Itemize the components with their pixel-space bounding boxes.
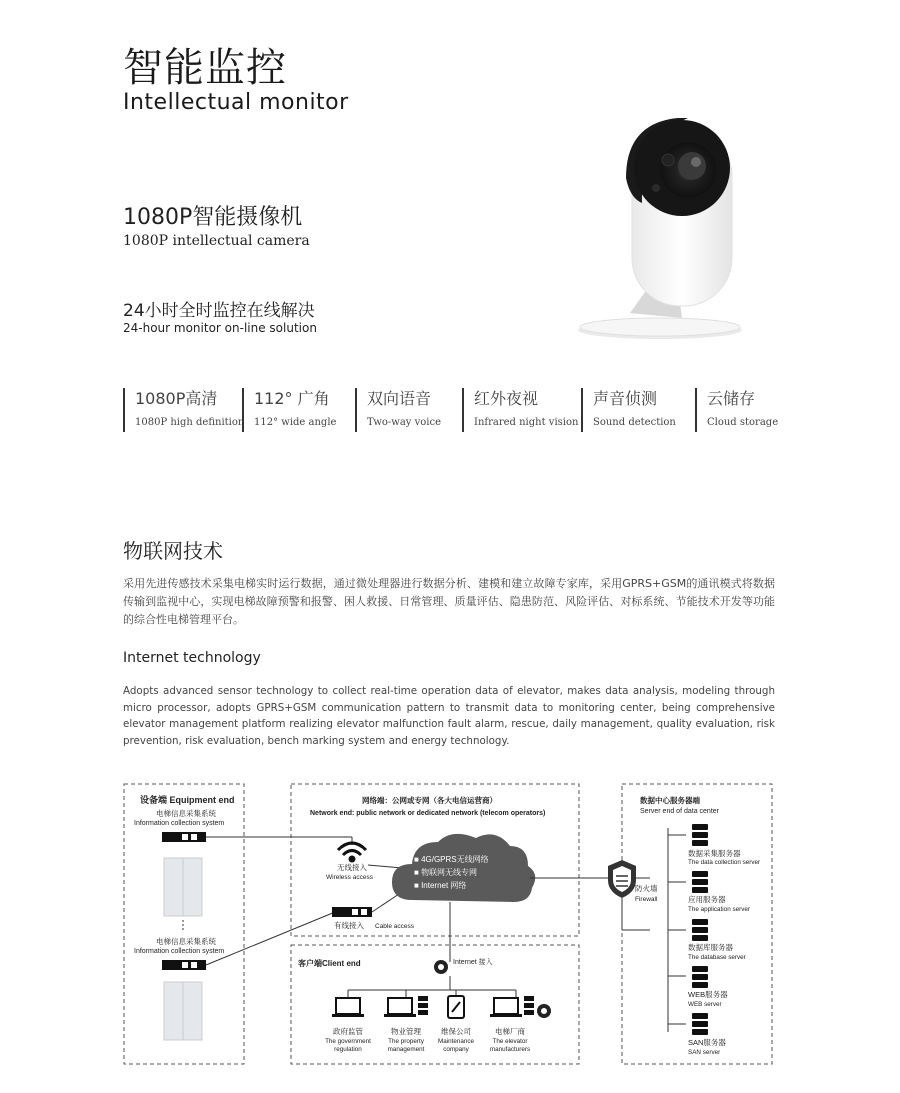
- laptop-icon: [490, 996, 551, 1018]
- server-label: SAN服务器: [688, 1038, 726, 1047]
- server-label: 应用服务器: [688, 895, 726, 904]
- cable-label-en: Cable access: [375, 923, 415, 930]
- svg-text:management: management: [387, 1046, 425, 1053]
- solution-title: 24小时全时监控在线解决: [123, 301, 315, 321]
- network-end-label: 网络端：公网或专网（各大电信运营商）: [362, 796, 497, 805]
- wifi-icon: [338, 843, 366, 861]
- svg-text:company: company: [443, 1046, 469, 1053]
- server-label-en: The database server: [688, 954, 746, 961]
- iot-description-en: Adopts advanced sensor technology to collect real-time operation data of elevator, makes data analysis, modeling through micro processor, adopts GPRS+GSM communication pattern to transmit data to monitoring center, being comprehensive elevator management platform realizing elevator malfunction fault alarm, rescue, daily management, quality evaluation, risk prevention, risk evaluation, bench marking system and energy technology.: [123, 685, 775, 747]
- feature-label-en: 1080P high definition: [135, 417, 245, 428]
- server-item: [668, 871, 750, 913]
- firewall-shield-icon: [608, 860, 636, 898]
- collect-sys-label-en: Information collection system: [134, 820, 225, 827]
- client-end-label: 客户端Client end: [298, 959, 361, 968]
- equipment-end-label: 设备端 Equipment end: [140, 795, 235, 805]
- svg-text:regulation: regulation: [334, 1046, 362, 1053]
- feature-item: [355, 388, 441, 432]
- feature-item: [581, 388, 676, 432]
- svg-text:政府监管: 政府监管: [333, 1027, 363, 1036]
- feature-label-en: Two-way voice: [367, 417, 442, 428]
- cloud-item: ■ 4G/GPRS无线网络: [414, 855, 489, 864]
- feature-label: 双向语音: [367, 389, 432, 408]
- wireless-label-en: Wireless access: [326, 874, 373, 881]
- svg-text:物业管理: 物业管理: [391, 1027, 421, 1036]
- server-icon: [692, 824, 708, 830]
- network-diagram: [120, 780, 780, 1070]
- feature-label-en: Infrared night vision: [474, 417, 579, 428]
- feature-item: [242, 388, 336, 432]
- server-label: 数据库服务器: [688, 943, 733, 952]
- server-icon: [692, 871, 708, 877]
- iot-title-en: Internet technology: [123, 650, 261, 666]
- feature-label: 红外夜视: [474, 389, 539, 408]
- svg-text:电梯厂商: 电梯厂商: [495, 1027, 525, 1036]
- client-item: [438, 1026, 475, 1053]
- server-icon: [692, 1013, 708, 1019]
- firewall-label-en: Firewall: [635, 896, 658, 903]
- camera-title: 1080P智能摄像机: [123, 205, 303, 230]
- client-item: [490, 1026, 530, 1053]
- svg-text:The government: The government: [325, 1038, 371, 1045]
- server-item: [668, 824, 760, 866]
- server-icon: [692, 919, 708, 925]
- server-label-en: SAN server: [688, 1049, 721, 1056]
- solution-title-en: 24-hour monitor on-line solution: [123, 321, 317, 335]
- collect-sys-label: 电梯信息采集系统: [156, 809, 216, 818]
- feature-label-en: 112° wide angle: [254, 417, 337, 428]
- firewall-label: 防火墙: [635, 884, 658, 893]
- feature-label: 云储存: [707, 389, 756, 408]
- svg-text:Maintenance: Maintenance: [437, 1038, 475, 1045]
- server-label-en: The application server: [688, 906, 750, 913]
- collect-sys-label-en: Information collection system: [134, 948, 225, 955]
- iot-title: 物联网技术: [123, 539, 223, 563]
- tablet-icon: [448, 996, 464, 1018]
- feature-item: [123, 388, 244, 432]
- network-end-label-en: Network end: public network or dedicated network (telecom operators): [310, 810, 546, 817]
- server-end-label-en: Server end of data center: [640, 808, 719, 815]
- feature-label-en: Cloud storage: [707, 417, 779, 428]
- iot-description: 采用先进传感技术采集电梯实时运行数据，通过微处理器进行数据分析、建模和建立故障专家库，采用GPRS+GSM的通讯模式将数据传输到监视中心，实现电梯故障预警和报警、困人救援、日常管理、质量评估、隐患防范、风险评估、对标系统、节能技术开发等功能的综合性电梯管理平台。: [123, 577, 775, 626]
- server-item: [668, 966, 728, 1008]
- feature-label: 声音侦测: [593, 389, 658, 408]
- cloud-item: ■ 物联网无线专网: [414, 868, 478, 877]
- page-title-en: Intellectual monitor: [123, 90, 349, 115]
- client-item: [325, 1026, 371, 1053]
- svg-text:The property: The property: [388, 1038, 424, 1045]
- camera-title-en: 1080P intellectual camera: [123, 233, 310, 249]
- page-title: 智能监控: [123, 45, 287, 91]
- feature-item: [695, 388, 778, 432]
- cable-label: 有线接入: [334, 921, 364, 930]
- server-label-en: The data collection server: [688, 859, 761, 866]
- collect-sys-label: 电梯信息采集系统: [156, 937, 216, 946]
- feature-label: 1080P高清: [135, 389, 218, 408]
- server-icon: [692, 966, 708, 972]
- camera-image: [570, 108, 750, 348]
- server-item: [668, 919, 746, 961]
- svg-text:维保公司: 维保公司: [441, 1027, 471, 1036]
- internet-access-label: Internet 接入: [453, 959, 493, 966]
- gear-icon: [434, 960, 448, 974]
- server-end-label: 数据中心服务器端: [640, 796, 700, 805]
- feature-label: 112° 广角: [254, 389, 330, 408]
- laptop-icon: [332, 998, 364, 1017]
- server-label: 数据采集服务器: [688, 849, 741, 858]
- wireless-label: 无线接入: [337, 863, 367, 872]
- feature-item: [462, 388, 578, 432]
- svg-text:The elevator: The elevator: [492, 1038, 528, 1045]
- laptop-icon: [384, 996, 428, 1017]
- server-label: WEB服务器: [688, 990, 728, 999]
- server-label-en: WEB server: [688, 1001, 722, 1008]
- svg-text:manufacturers: manufacturers: [489, 1046, 531, 1053]
- cloud-item: ■ Internet 网络: [414, 881, 467, 890]
- feature-label-en: Sound detection: [593, 417, 676, 428]
- server-item: [668, 1013, 726, 1056]
- client-item: [388, 1026, 425, 1053]
